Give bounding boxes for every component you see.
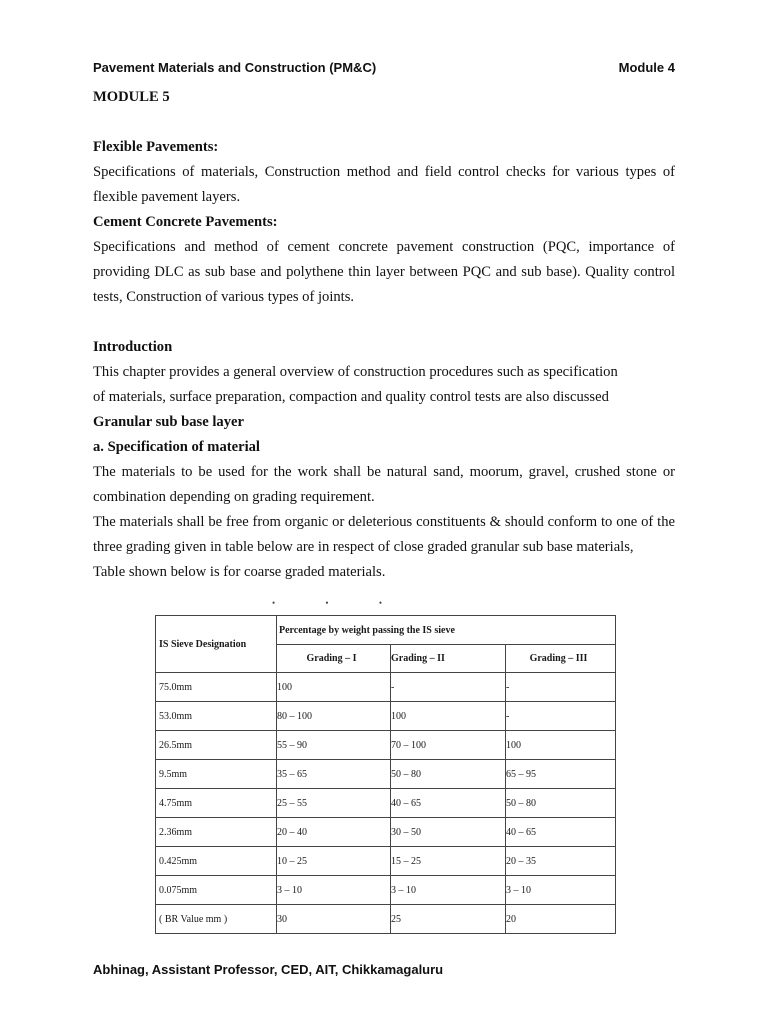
col-header-percentage: Percentage by weight passing the IS sieve (277, 616, 616, 645)
grading-2-cell: 30 – 50 (391, 818, 506, 847)
header-title: Pavement Materials and Construction (PM&C) (93, 60, 377, 75)
grading-1-cell: 25 – 55 (277, 789, 391, 818)
granular-sub-base-heading: Granular sub base layer (93, 414, 244, 430)
sieve-cell: 0.075mm (156, 876, 277, 905)
grading-2-cell: - (391, 673, 506, 702)
introduction-heading: Introduction (93, 339, 173, 355)
flexible-pavements-heading: Flexible Pavements: (93, 139, 219, 155)
grading-3-cell: 100 (506, 731, 616, 760)
table-row (156, 818, 616, 847)
grading-1-cell: 55 – 90 (277, 731, 391, 760)
sieve-cell: 4.75mm (156, 789, 277, 818)
sieve-cell: 53.0mm (156, 702, 277, 731)
table-intro-text: Table shown below is for coarse graded materials. (93, 564, 386, 580)
col-header-grading-2: Grading – II (391, 645, 506, 673)
introduction-line-1: This chapter provides a general overview of construction procedures such as specification (93, 364, 618, 380)
table-row (156, 905, 616, 934)
table-row (156, 673, 616, 702)
grading-2-cell: 100 (391, 702, 506, 731)
col-header-grading-1: Grading – I (277, 645, 391, 673)
grading-3-cell: 50 – 80 (506, 789, 616, 818)
grading-paragraph: The materials shall be free from organic or deleterious constituents & should conform to one of the three grading given in table below are in respect of close graded granular sub base materials, (93, 514, 675, 555)
grading-2-cell: 15 – 25 (391, 847, 506, 876)
sieve-cell: ( BR Value mm ) (156, 905, 277, 934)
grading-3-cell: 20 – 35 (506, 847, 616, 876)
module-heading: MODULE 5 (93, 89, 170, 105)
sieve-cell: 0.425mm (156, 847, 277, 876)
header-module: Module 4 (618, 60, 675, 75)
cement-concrete-heading: Cement Concrete Pavements: (93, 214, 278, 230)
table-row (156, 789, 616, 818)
cement-concrete-text: Specifications and method of cement concrete pavement construction (PQC, importance of providing DLC as sub base and polythene thin layer between PQC and sub base). Quality control tests, Construction of various types of joints. (93, 239, 675, 305)
table-row (156, 760, 616, 789)
grading-1-cell: 30 (277, 905, 391, 934)
scan-marks: • • • (272, 598, 382, 608)
grading-3-cell: 20 (506, 905, 616, 934)
materials-paragraph: The materials to be used for the work shall be natural sand, moorum, gravel, crushed stone or combination depending on grading requirement. (93, 464, 675, 505)
grading-3-cell: 3 – 10 (506, 876, 616, 905)
grading-2-cell: 70 – 100 (391, 731, 506, 760)
grading-3-cell: - (506, 702, 616, 731)
grading-1-cell: 35 – 65 (277, 760, 391, 789)
grading-2-cell: 50 – 80 (391, 760, 506, 789)
page-body (93, 85, 675, 585)
flexible-pavements-text: Specifications of materials, Construction method and field control checks for various types of flexible pavement layers. (93, 164, 675, 205)
introduction-line-2: of materials, surface preparation, compaction and quality control tests are also discussed (93, 389, 609, 405)
sieve-cell: 26.5mm (156, 731, 277, 760)
grading-2-cell: 3 – 10 (391, 876, 506, 905)
page-header (93, 60, 675, 75)
grading-1-cell: 100 (277, 673, 391, 702)
specification-heading: a. Specification of material (93, 439, 260, 455)
sieve-grading-table (155, 615, 616, 934)
table-row (156, 731, 616, 760)
grading-1-cell: 20 – 40 (277, 818, 391, 847)
grading-3-cell: 40 – 65 (506, 818, 616, 847)
grading-2-cell: 25 (391, 905, 506, 934)
grading-3-cell: 65 – 95 (506, 760, 616, 789)
grading-1-cell: 3 – 10 (277, 876, 391, 905)
grading-3-cell: - (506, 673, 616, 702)
table-row (156, 876, 616, 905)
grading-1-cell: 80 – 100 (277, 702, 391, 731)
table-row (156, 702, 616, 731)
col-header-sieve: IS Sieve Designation (156, 616, 277, 673)
grading-1-cell: 10 – 25 (277, 847, 391, 876)
grading-2-cell: 40 – 65 (391, 789, 506, 818)
sieve-cell: 2.36mm (156, 818, 277, 847)
table-row (156, 847, 616, 876)
sieve-cell: 75.0mm (156, 673, 277, 702)
sieve-cell: 9.5mm (156, 760, 277, 789)
col-header-grading-3: Grading – III (506, 645, 616, 673)
page-footer: Abhinag, Assistant Professor, CED, AIT, Chikkamagaluru (93, 962, 444, 977)
